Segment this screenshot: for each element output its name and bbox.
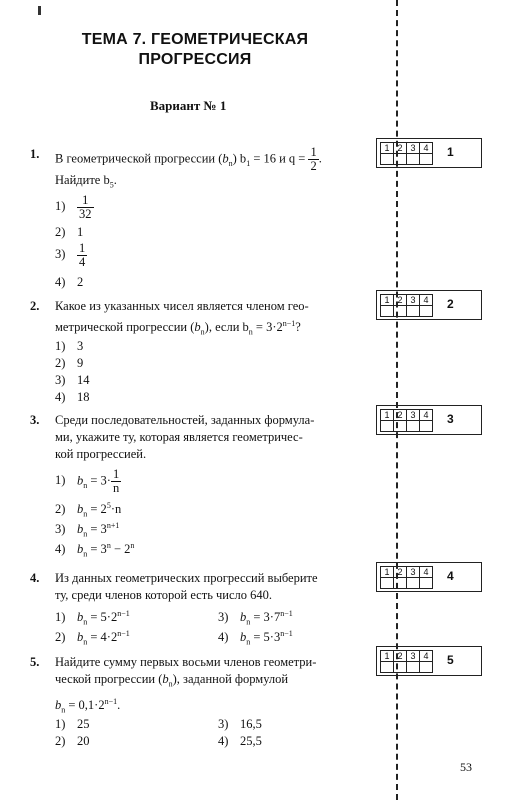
option-2[interactable]: 2) 1 [55,225,84,239]
option-1[interactable]: 1) 3 [55,339,84,353]
page-number: 53 [460,760,472,774]
answer-number: 3 [447,412,454,426]
answer-box-5[interactable] [376,646,482,676]
answer-box-2[interactable] [376,290,482,320]
answer-grid[interactable]: 1 2 3 4 [380,294,433,317]
option-3[interactable]: 3) 16,5 [218,717,262,731]
answer-box-1[interactable] [376,138,482,168]
answer-number: 1 [447,145,454,159]
option-1[interactable]: 1) 25 [55,717,90,731]
question-text: В геометрической прогрессии $(b_n) b_1 = 16$ и q = $\frac{1}{2}$ . [55,145,322,173]
question-number: 5. [30,655,40,669]
question-text: Какое из указанных чисел является членом гео- метрической прогрессии $(b_n)$, если $b_n = 3\cdot 2^{n-1}$? [55,299,309,337]
option-2[interactable]: 2) 20 [55,734,90,748]
question-text: Среди последовательностей, заданных формула- ми, укажите ту, которая является геометричес- кой прогрессией. [55,413,315,461]
answer-number: 2 [447,297,454,311]
option-3[interactable]: 3) $\frac{1}{4}$ [55,241,86,269]
top-mark [38,6,41,15]
option-4[interactable]: 4) 18 [55,390,90,404]
answer-grid[interactable]: 1 2 3 4 [380,142,433,165]
question-text: Найдите сумму первых восьми членов геометри- ческой прогрессии $(b_n)$, заданной формулой $b_n = 0,1\cdot 2^{n-1}$. [55,655,317,715]
question-number: 4. [30,571,40,585]
option-4[interactable]: 4) 2 [55,275,84,289]
option-4[interactable]: 4) $b_n = 5\cdot 3^{n-1}$ [218,629,293,647]
option-3[interactable]: 3) 14 [55,373,90,387]
option-2[interactable]: 2) $b_n = 4\cdot 2^{n-1}$ [55,629,130,647]
option-4[interactable]: 4) $b_n = 3^n - 2^n$ [55,541,135,559]
option-1[interactable]: 1) $b_n = 3\cdot$ $\frac{1}{n}$ [55,467,120,495]
answer-grid[interactable]: 1 2 3 4 [380,650,433,673]
option-2[interactable]: 2) $b_n = 2^5\cdot n$ [55,501,122,519]
option-3[interactable]: 3) $b_n = 3\cdot 7^{n-1}$ [218,609,293,627]
answer-grid[interactable]: 1 2 3 4 [380,566,433,589]
question-number: 2. [30,299,40,313]
answer-grid[interactable]: 1 2 3 4 [380,409,433,432]
cut-line [396,0,398,800]
question-number: 3. [30,413,40,427]
answer-box-4[interactable] [376,562,482,592]
page-title: ТЕМА 7. ГЕОМЕТРИЧЕСКАЯ ПРОГРЕССИЯ [81,31,309,68]
fraction: $\frac{1}{2}$ [310,145,317,173]
question-text: Из данных геометрических прогрессий выберите ту, среди членов которой есть число 640. [55,571,318,602]
option-1[interactable]: 1) $\frac{1}{32}$ [55,193,92,221]
question-subtext: Найдите $b_5$. [55,173,117,190]
question-number: 1. [30,147,40,161]
option-4[interactable]: 4) 25,5 [218,734,262,748]
answer-number: 4 [447,569,454,583]
answer-box-3[interactable] [376,405,482,435]
answer-number: 5 [447,653,454,667]
option-1[interactable]: 1) $b_n = 5\cdot 2^{n-1}$ [55,609,130,627]
variant-heading: Вариант № 1 [150,98,227,113]
option-3[interactable]: 3) $b_n = 3^{n+1}$ [55,521,120,539]
option-2[interactable]: 2) 9 [55,356,84,370]
